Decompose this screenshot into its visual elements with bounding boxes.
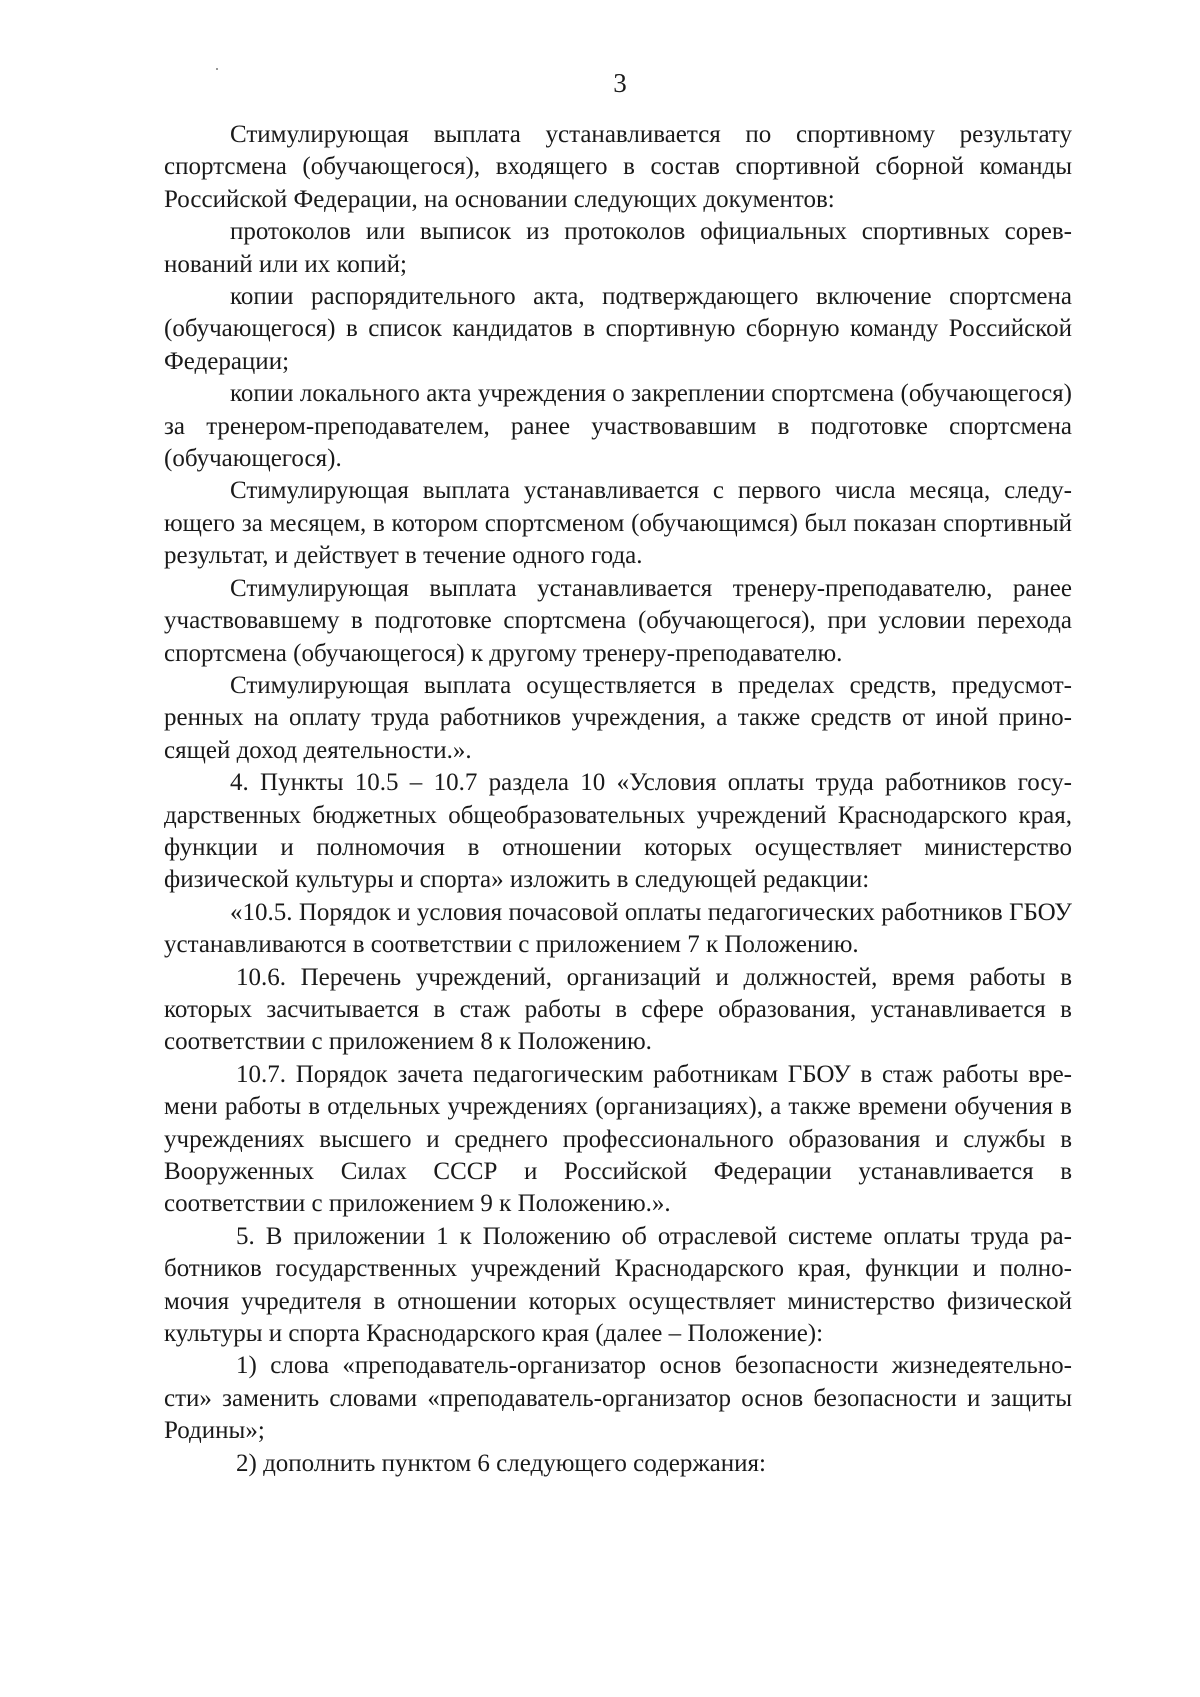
paragraph-payment-basis: Стимулирующая выплата устанавливается по спортивному результату спортсмена (обучающегося), входящего в состав спортивной сборной команды Российской Федерации, на основании следующих документов:	[164, 121, 1072, 213]
paragraph-payment-start: Стимулирующая выплата устанавливается с первого числа месяца, следующего за месяцем, в котором спортсменом (обучающимся) был показан спортивный результат, и действует в течение одного года.	[164, 477, 1072, 570]
paragraph-10-7: 10.7. Порядок зачета педагогическим работникам ГБОУ в стаж работы времени работы в отдельных учреждениях (организациях), а также времени обучения в учреждениях высшего и среднего профессионального образования и службы в Вооруженных Силах СССР и Российской Федерации устанавливается в соответствии с приложением 9 к Положению.».	[164, 1060, 1072, 1218]
paragraph-subitem-2: 2) дополнить пунктом 6 следующего содержания:	[236, 1449, 766, 1477]
page-number: 3	[613, 68, 627, 98]
paragraph-local-act: копии локального акта учреждения о закреплении спортсмена (обучающегося) за тренером-преподавателем, ранее участвовавшим в подготовке спортсмена (обучающегося).	[164, 380, 1072, 473]
paragraph-10-5: «10.5. Порядок и условия почасовой оплаты педагогических работников ГБОУ устанавливаются в соответствии с приложением 7 к Положению.	[164, 898, 1072, 959]
paragraph-funding: Стимулирующая выплата осуществляется в пределах средств, предусмотренных на оплату труда работников учреждения, а также средств от иной приносящей доход деятельности.».	[164, 671, 1072, 764]
paragraph-item-4: 4. Пункты 10.5 – 10.7 раздела 10 «Условия оплаты труда работников государственных бюджетных общеобразовательных учреждений Краснодарского края, функции и полномочия в отношении которых осуществляет министерство физической культуры и спорта» изложить в следующей редакции:	[164, 769, 1072, 894]
document-body	[164, 119, 1072, 1480]
paragraph-item-5: 5. В приложении 1 к Положению об отраслевой системе оплаты труда работников государственных учреждений Краснодарского края, функции и полномочия учредителя в отношении которых осуществляет министерство физической культуры и спорта Краснодарского края (далее – Положение):	[164, 1222, 1072, 1348]
paragraph-administrative-act: копии распорядительного акта, подтверждающего включение спортсмена (обучающегося) в список кандидатов в спортивную сборную команду Российской Федерации;	[164, 283, 1072, 375]
paragraph-coach-transfer: Стимулирующая выплата устанавливается тренеру-преподавателю, ранее участвовавшему в подготовке спортсмена (обучающегося), при условии перехода спортсмена (обучающегося) к другому тренеру-преподавателю.	[164, 574, 1072, 667]
paragraph-subitem-1: 1) слова «преподаватель-организатор основ безопасности жизнедеятельности» заменить словами «преподаватель-организатор основ безопасности и защиты Родины»;	[164, 1352, 1072, 1445]
paragraph-10-6: 10.6. Перечень учреждений, организаций и должностей, время работы в которых засчитывается в стаж работы в сфере образования, устанавливается в соответствии с приложением 8 к Положению.	[164, 963, 1072, 1056]
paragraph-protocols: протоколов или выписок из протоколов официальных спортивных соревнований или их копий;	[164, 218, 1072, 278]
